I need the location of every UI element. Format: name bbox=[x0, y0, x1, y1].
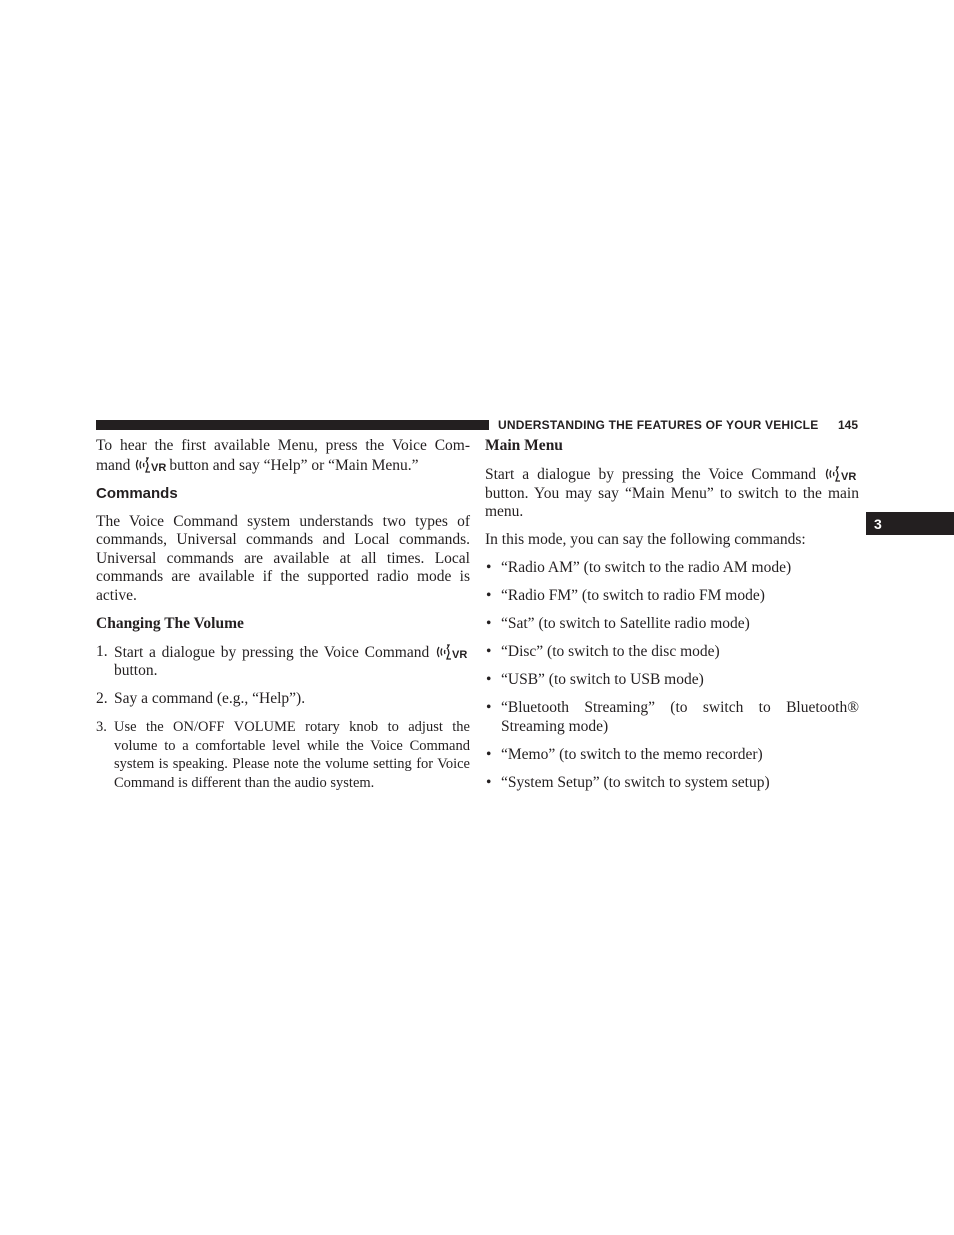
list-item bbox=[485, 615, 859, 634]
command-text: “Radio AM” (to switch to the radio AM mode) bbox=[501, 559, 792, 576]
command-text: “Sat” (to switch to Satellite radio mode) bbox=[501, 615, 750, 632]
list-item bbox=[96, 643, 470, 681]
main-menu-text-end: button. You may say “Main Menu” to switch to the main menu. bbox=[485, 484, 859, 520]
left-column bbox=[96, 437, 470, 792]
commands-paragraph: The Voice Command system understands two types of commands, Universal commands and Local commands. Universal commands are available at all times. Local commands are available if the supported radio mode is active. bbox=[96, 512, 470, 604]
main-menu-paragraph bbox=[485, 465, 859, 522]
intro-paragraph bbox=[96, 437, 470, 475]
step-text: Say a command (e.g., “Help”). bbox=[114, 690, 306, 707]
command-text: “Disc” (to switch to the disc mode) bbox=[501, 643, 720, 660]
svg-text:VR: VR bbox=[151, 461, 167, 474]
step-number: 2. bbox=[96, 690, 108, 707]
chapter-number: 3 bbox=[874, 516, 882, 532]
commands-heading: Commands bbox=[96, 484, 178, 502]
bullet-icon: • bbox=[486, 643, 492, 660]
voice-command-icon bbox=[435, 643, 469, 661]
svg-text:VR: VR bbox=[452, 648, 468, 661]
list-item bbox=[485, 671, 859, 690]
list-item bbox=[96, 718, 470, 792]
list-item bbox=[485, 587, 859, 606]
svg-text:VR: VR bbox=[841, 471, 857, 483]
list-item bbox=[485, 746, 859, 765]
bullet-icon: • bbox=[486, 773, 492, 791]
voice-command-icon bbox=[824, 465, 858, 483]
bullet-icon: • bbox=[486, 615, 492, 632]
main-menu-heading: Main Menu bbox=[485, 437, 563, 454]
step-number: 1. bbox=[96, 642, 108, 660]
step-text-start: Start a dialogue by pressing the Voice Command bbox=[114, 643, 430, 661]
list-item bbox=[485, 774, 859, 793]
volume-steps-list bbox=[96, 643, 470, 793]
list-item bbox=[485, 699, 859, 736]
command-text: “Radio FM” (to switch to radio FM mode) bbox=[501, 587, 765, 604]
bullet-icon: • bbox=[486, 699, 492, 716]
mode-intro-paragraph: In this mode, you can say the following commands: bbox=[485, 531, 806, 548]
page-number: 145 bbox=[838, 418, 859, 432]
right-column bbox=[485, 437, 859, 792]
command-text: “Memo” (to switch to the memo recorder) bbox=[501, 745, 763, 763]
changing-volume-heading: Changing The Volume bbox=[96, 614, 244, 632]
command-text: “Bluetooth Streaming” (to switch to Bluetooth® Streaming mode) bbox=[501, 699, 859, 735]
running-header-title: UNDERSTANDING THE FEATURES OF YOUR VEHICLE bbox=[498, 418, 819, 432]
command-text: “USB” (to switch to USB mode) bbox=[501, 671, 704, 688]
list-item bbox=[485, 559, 859, 578]
main-menu-text-start: Start a dialogue by pressing the Voice Command bbox=[485, 466, 816, 483]
bullet-icon: • bbox=[486, 745, 492, 763]
command-text: “System Setup” (to switch to system setup) bbox=[501, 773, 770, 791]
chapter-tab bbox=[866, 512, 954, 535]
list-item bbox=[96, 690, 470, 709]
header-rule bbox=[96, 420, 489, 430]
step-text: Use the ON/OFF VOLUME rotary knob to adjust the volume to a comfortable level while the Voice Command system is speaking. Please note the volume setting for Voice Command is different than the audio system. bbox=[114, 719, 470, 791]
list-item bbox=[485, 643, 859, 662]
voice-command-icon bbox=[134, 456, 168, 474]
step-text-end: button. bbox=[114, 662, 158, 679]
bullet-icon: • bbox=[486, 671, 492, 688]
commands-list bbox=[485, 559, 859, 792]
bullet-icon: • bbox=[486, 587, 492, 604]
intro-text-end: button and say “Help” or “Main Menu.” bbox=[169, 456, 419, 474]
step-number: 3. bbox=[96, 719, 107, 735]
bullet-icon: • bbox=[486, 559, 492, 576]
intro-text-start: To hear the first available Menu, press the Voice Com- mand bbox=[96, 437, 470, 474]
